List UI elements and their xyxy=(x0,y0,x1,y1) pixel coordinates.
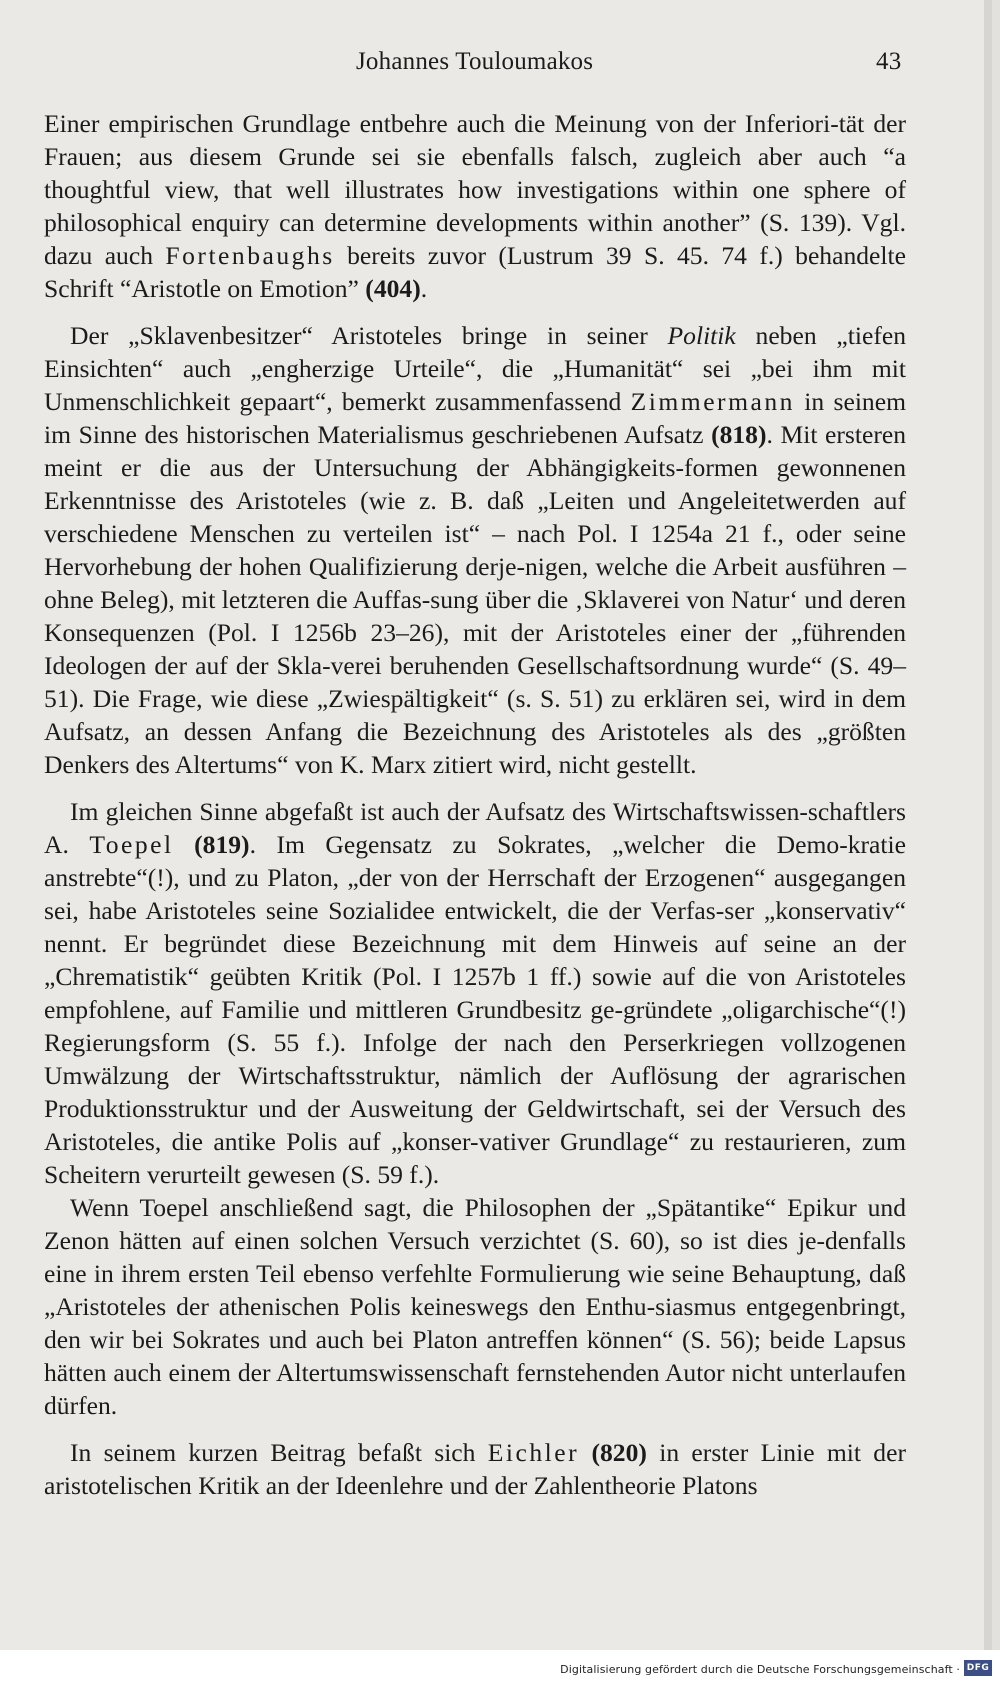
body-text xyxy=(44,107,906,1502)
page-number: 43 xyxy=(876,48,902,75)
reference-number: (820) xyxy=(591,1438,647,1467)
paragraph-3-text-a: Im gleichen Sinne abgefaßt ist auch der Aufsatz des Wirtschaftswissen-schaftlers A. xyxy=(44,797,906,859)
reference-number: (818) xyxy=(711,420,767,449)
dfg-logo-icon: DFG xyxy=(964,1660,992,1676)
digitization-footer xyxy=(0,1650,1000,1687)
author-name-eichler: Eichler xyxy=(487,1438,580,1467)
author-name-toepel: Toepel xyxy=(89,830,174,859)
paragraph-3 xyxy=(44,795,906,1191)
reference-number: (404) xyxy=(365,274,421,303)
paragraph-3-text-c: . Im Gegensatz zu Sokrates, „welcher die Demo-kratie anstrebte“(!), und zu Platon, „der von der Herrschaft der Erzogenen“ ausgegangen sei, habe Aristoteles seine Sozialidee entwickelt, die der Verfas-ser „konservativ“ nennt. Er begründet diese Bezeichnung mit dem Hinweis auf seine an der „Chrematistik“ geübten Kritik (Pol. I 1257b 1 ff.) sowie auf die von Aristoteles empfohlene, auf Familie und mittleren Grundbesitz ge-gründete „oligarchische“(!) Regierungsform (S. 55 f.). Infolge der nach den Perserkriegen vollzogenen Umwälzung der Wirtschaftsstruktur, nämlich der Auflösung der agrarischen Produktionsstruktur und der Ausweitung der Geldwirtschaft, sei der Versuch des Aristoteles, die antike Polis auf „konser-vativer Grundlage“ zu restaurieren, zum Scheitern verurteilt gewesen (S. 59 f.). xyxy=(44,830,907,1189)
paragraph-2-text-b: neben „tiefen Einsichten“ auch „engherzige Urteile“, die „Humanität“ sei „bei ihm mit Unmenschlichkeit gepaart“, bemerkt zusammenfassend xyxy=(44,321,907,416)
italic-title-politik: Politik xyxy=(667,321,736,350)
paragraph-1-text-c: . xyxy=(420,274,428,303)
paragraph-1 xyxy=(44,107,906,305)
paragraph-3-text-b xyxy=(174,830,194,859)
author-name-fortenbaugh: Fortenbaughs xyxy=(165,241,335,270)
paragraph-2-text-c: in seinem im Sinne des historischen Materialismus geschriebenen Aufsatz xyxy=(44,387,907,449)
paragraph-5 xyxy=(44,1436,906,1502)
paragraph-4-text: Wenn Toepel anschließend sagt, die Philosophen der „Spätantike“ Epikur und Zenon hätten auf einen solchen Versuch verzichtet (S. 60), so ist dies je-denfalls eine in ihrem ersten Teil ebenso verfehlte Formulierung wie seine Behauptung, daß „Aristoteles der athenischen Polis keineswegs den Enthu-siasmus entgegenbringt, den wir bei Sokrates und auch bei Platon antreffen können“ (S. 56); beide Lapsus hätten auch einem der Altertumswissenschaft fernstehenden Autor nicht unterlaufen dürfen. xyxy=(44,1193,906,1420)
paragraph-2 xyxy=(44,319,906,781)
paragraph-5-text-a: In seinem kurzen Beitrag befaßt sich xyxy=(70,1438,488,1467)
digitization-credit: Digitalisierung gefördert durch die Deutsche Forschungsgemeinschaft · xyxy=(560,1663,960,1676)
paragraph-1-text-a: Einer empirischen Grundlage entbehre auch die Meinung von der Inferiori-tät der Frauen; aus diesem Grunde sei sie ebenfalls falsch, zugleich aber auch “a thoughtful view, that well illustrates how investigations within one sphere of philosophical enquiry can determine developments within another” (S. 139). Vgl. dazu auch xyxy=(44,109,906,270)
paragraph-2-text-a: Der „Sklavenbesitzer“ Aristoteles bringe in seiner xyxy=(70,321,668,350)
paragraph-4 xyxy=(44,1191,906,1422)
paragraph-2-text-d: . Mit ersteren meint er die aus der Untersuchung der Abhängigkeits-formen gewonnenen Erkenntnisse des Aristoteles (wie z. B. daß „Leiten und Angeleitetwerden auf verschiedene Menschen zu verteilen ist“ – nach Pol. I 1254a 21 f., oder seine Hervorhebung der hohen Qualifizierung derje-nigen, welche die Arbeit ausführen – ohne Beleg), mit letzteren die Auffas-sung über die ‚Sklaverei von Natur‘ und deren Konsequenzen (Pol. I 1256b 23–26), mit der Aristoteles einer der „führenden Ideologen der auf der Skla-verei beruhenden Gesellschaftsordnung wurde“ (S. 49–51). Die Frage, wie diese „Zwiespältigkeit“ (s. S. 51) zu erklären sei, wird in dem Aufsatz, an dessen Anfang die Bezeichnung des Aristoteles als des „größten Denkers des Altertums“ von K. Marx zitiert wird, nicht gestellt. xyxy=(44,420,906,779)
running-head-author: Johannes Touloumakos xyxy=(356,48,594,75)
reference-number: (819) xyxy=(194,830,250,859)
paragraph-1-text-b: bereits zuvor (Lustrum 39 S. 45. 74 f.) behandelte Schrift “Aristotle on Emotion” xyxy=(44,241,906,303)
author-name-zimmermann: Zimmermann xyxy=(630,387,795,416)
paragraph-5-text-c: in erster Linie mit der aristotelischen Kritik an der Ideenlehre und der Zahlentheorie Platons xyxy=(44,1438,906,1500)
paragraph-5-text-b xyxy=(579,1438,591,1467)
